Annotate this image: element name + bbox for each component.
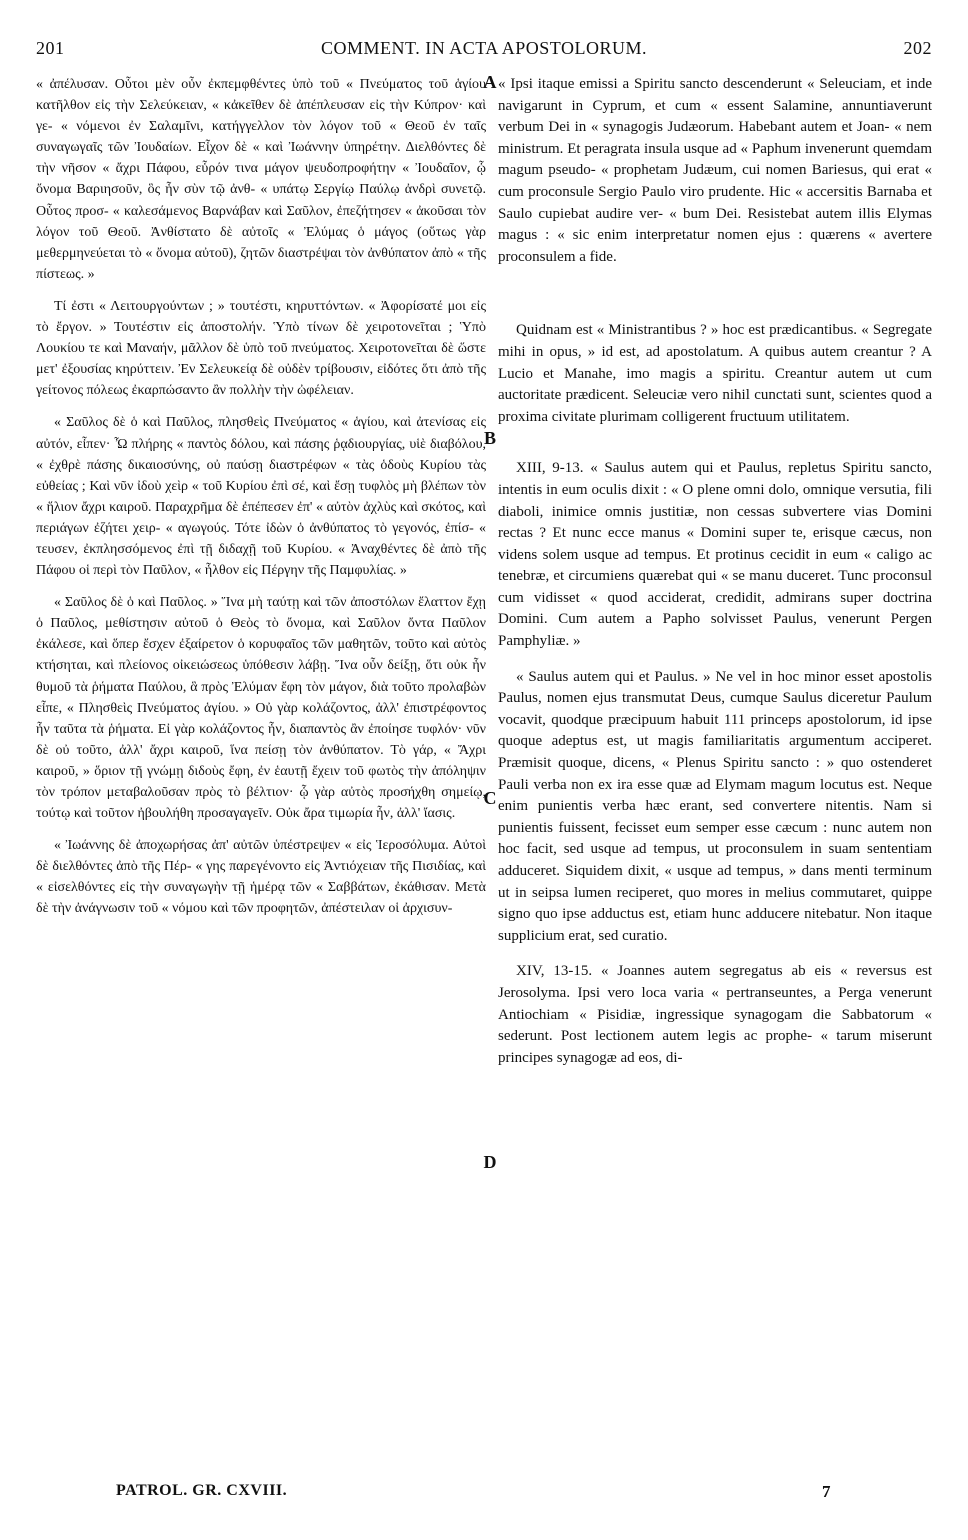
footer <box>36 1482 932 1506</box>
greek-paragraph-4: « Σαῦλος δὲ ὁ καὶ Παῦλος. » Ἵνα μὴ ταύτῃ καὶ τῶν ἀποστόλων ἔλαττον ἔχῃ ὁ Παῦλος, μεθίστησιν αὐτοῦ ὁ Θεὸς τὸ ὄνομα, καὶ Σαῦλον ὄντα Παῦλον ἐκάλεσε, καὶ ὅπερ ἔσχεν ἐξαίρετον ὁ κορυφαῖος τῶν μαθητῶν, τοῦτο καὶ αὐτὸς κτήσηται, καὶ πλείονος οἰκειώσεως ὑπόθεσιν λάβῃ. Ἵνα οὖν δείξῃ, ὅτι οὐκ ἦν θυμοῦ τὰ ῥήματα Παύλου, ἃ πρὸς Ἐλύμαν ἔφη τὸν μάγον, διὰ τοῦτο προλαβὼν εἶπε, « Πλησθεὶς Πνεύματος ἁγίου. » Οὐ γὰρ κολάζοντος, ἀλλ' ἐπιστρέφοντος ἦν ταῦτα τὰ ῥήματα. Εἰ γὰρ κολάζοντος ἦν, διαπαντὸς ἂν ἐποίησε τυφλόν· νῦν δὲ οὐ τοῦτο, ἀλλ' ἄχρι καιροῦ, ἵνα πείσῃ τὸν ἀνθύπατον. Τὸ γάρ, « Ἄχρι καιροῦ, » ὅριον τῇ γνώμῃ διδοὺς ἔφη, ἐν ἑαυτῇ ἔχειν τοῦ φωτὸς τὴν ἀπόληψιν τὸν τρόπον μεταβαλοῦσαν πρὸς τὸ βέλτιον· ᾧ γὰρ αὐτὸς προσήχθη σημείῳ, τούτῳ καὶ τοῦτον ἠβουλήθη προσαγαγεῖν. Οὐκ ἄρα τιμωρία ἦν, ἀλλ' ἴασις. <box>36 595 486 822</box>
greek-paragraph-3: « Σαῦλος δὲ ὁ καὶ Παῦλος, πλησθεὶς Πνεύματος « ἁγίου, καὶ ἀτενίσας εἰς αὐτόν, εἶπεν· Ὦ πλήρης « παντὸς δόλου, καὶ πάσης ῥᾳδιουργίας, υἱὲ διαβόλου, « ἐχθρὲ πάσης δικαιοσύνης, οὐ παύσῃ διαστρέφων « τὰς ὁδοὺς Κυρίου τὰς εὐθείας ; Καὶ νῦν ἰδοὺ χεὶρ « τοῦ Κυρίου ἐπὶ σέ, καὶ ἔσῃ τυφλὸς μὴ βλέπων τὸν « ἥλιον ἄχρι καιροῦ. Παραχρῆμα δὲ ἐπέπεσεν ἐπ' « αὐτὸν ἀχλὺς καὶ σκότος, καὶ περιάγων ἐζήτει χειρ- « αγωγούς. Τότε ἰδὼν ὁ ἀνθύπατος τὸ γεγονός, ἐπίσ- « τευσεν, ἐκπλησσόμενος ἐπὶ τῇ διδαχῇ τοῦ Κυρίου. « Ἀναχθέντες δὲ ἀπὸ τῆς Πάφου οἱ περὶ τὸν Παῦλον, « ἦλθον εἰς Πέργην τῆς Παμφυλίας. » <box>36 415 486 579</box>
right-page-number: 202 <box>903 38 932 58</box>
greek-column <box>36 74 486 920</box>
latin-paragraph-1: « Ipsi itaque emissi a Spiritu sancto descenderunt « Seleuciam, et inde navigarunt in Cyprum, et cum « essent Salamine, annuntiaverunt verbum Dei in « synagogis Judæorum. Habebant autem et Joan- « nem ministrum. Et peragrata insula usque ad « Paphum invenerunt quemdam magum pseudo- « prophetam Judæum, cui nomen Bariesus, qui erat « cum proconsule Sergio Paulo viro prudente. Hic « accersitis Barnaba et Saulo cupiebat audire ver- « bum Dei. Resistebat autem illis Elymas magus : « sic enim interpretatur nomen ejus : quærens « avertere proconsulem a fide. <box>498 76 932 265</box>
margin-marker-a: A <box>483 72 497 92</box>
left-page-number: 201 <box>36 38 65 58</box>
running-header <box>36 38 932 64</box>
greek-paragraph-5: « Ἰωάννης δὲ ἀποχωρήσας ἀπ' αὐτῶν ὑπέστρεψεν « εἰς Ἱεροσόλυμα. Αὐτοὶ δὲ διελθόντες ἀπὸ τῆς Πέρ- « γης παρεγένοντο εἰς Ἀντιόχειαν τῆς Πισιδίας, καὶ « εἰσελθόντες εἰς τὴν συναγωγὴν τῇ ἡμέρᾳ τῶν « Σαββάτων, ἐκάθισαν. Μετὰ δὲ τὴν ἀνάγνωσιν τοῦ « νόμου καὶ τῶν προφητῶν, ἀπέστειλαν οἱ ἀρχισυν- <box>36 838 486 917</box>
signature-mark: 7 <box>822 1482 831 1501</box>
margin-marker-b: B <box>483 428 496 448</box>
latin-column <box>498 74 932 1069</box>
latin-paragraph-2: Quidnam est « Ministrantibus ? » hoc est prædicantibus. « Segregate mihi in opus, » id est, ad apostolatum. A quibus autem creantur ? A Lucio et Manahe, imo magis a spiritu. Creantur autem ut cum auctoritate prædicent. Seleuciæ vero nihil cunctati sunt, scientes quod a proxima civitate plurimam colligerent fructuum utilitatem. <box>498 322 932 425</box>
greek-paragraph-1: « ἀπέλυσαν. Οὗτοι μὲν οὖν ἐκπεμφθέντες ὑπὸ τοῦ « Πνεύματος τοῦ ἁγίου κατῆλθον εἰς τὴν Σελεύκειαν, « κἀκεῖθεν δὲ ἀπέπλευσαν εἰς τὴν Κύπρον· καὶ γε- « νόμενοι ἐν Σαλαμῖνι, κατήγγελλον τὸν λόγον τοῦ « Θεοῦ ἐν ταῖς συναγωγαῖς τῶν Ἰουδαίων. Εἶχον δὲ « καὶ Ἰωάννην ὑπηρέτην. Διελθόντες δὲ τὴν νῆσον « ἄχρι Πάφου, εὗρόν τινα μάγον ψευδοπροφήτην « Ἰουδαῖον, ᾧ ὄνομα Βαριησοῦν, ὃς ἦν σὺν τῷ ἀνθ- « υπάτῳ Σεργίῳ Παύλῳ ἀνδρὶ συνετῷ. Οὗτος προσ- « καλεσάμενος Βαρνάβαν καὶ Σαῦλον, ἐπεζήτησεν « ἀκοῦσαι τὸν λόγον τοῦ Θεοῦ. Ἀνθίστατο δὲ αὐτοῖς « Ἐλύμας ὁ μάγος (οὕτως γὰρ μεθερμηνεύεται τὸ « ὄνομα αὐτοῦ), ζητῶν διαστρέψαι τὸν ἀνθύπατον ἀπὸ « τῆς πίστεως. » <box>36 77 486 282</box>
latin-paragraph-4: « Saulus autem qui et Paulus. » Ne vel in hoc minor esset apostolis Paulus, nomen ejus transmutat Deus, cumque Saulus diceretur Paulum vocavit, quodque præcipuum habuit 111 princeps apostolorum, id ipse quoque adeptus est, ut magis familiaritatis argumentum acciperet. Præmisit quoque, dicens, « Plenus Spiritu sancto : » quo ostenderet Pauli verba non ex ira esse quæ ad Elymam magum locutus est. Neque enim punientis verba hæc erant, sed convertere nitentis. Nam si punientis fuissent, fecisset eum semper esse cæcum : nunc autem non hoc facit, sed usque ad tempus, ut proconsulem in suam sententiam adduceret. Siquidem dixit, « usque ad tempus, » dans menti terminum ut in seipsa lumen reciperet, quo mores in melius commutaret, quippe signo quo ipse adductus est, etiam hunc adducere nitebatur. Non itaque supplicium erat, sed curatio. <box>498 668 932 944</box>
series-line: PATROL. GR. CXVIII. <box>116 1482 288 1499</box>
latin-paragraph-5: XIV, 13-15. « Joannes autem segregatus ab eis « reversus est Jerosolyma. Ipsi vero loca varia « pertranseuntes, a Perga venerunt Antiochiam « Pisidiæ, ingressique synagogam die Sabbatorum « sederunt. Post lectionem autem legis ac prophe- « tarum miserunt principes synagogæ ad eos, di- <box>498 963 932 1066</box>
running-title: COMMENT. IN ACTA APOSTOLORUM. <box>321 38 647 58</box>
latin-paragraph-3: XIII, 9-13. « Saulus autem qui et Paulus, repletus Spiritu sancto, intentis in eum oculis dixit : « O plene omni dolo, omnique versutia, fili diaboli, inimice omnis justitiæ, non cessas subvertere vias Domini rectas ? Et nunc ecce manus « Domini super te, erisque cæcus, non videns solem usque ad tempus. Et protinus cecidit in eum « caligo ac tenebræ, et circumiens quærebat qui « se manu duceret. Tunc proconsul cum vidisset « quod acciderat, credidit, admirans super doctrina Domini. Cum autem a Papho solvisset Paulus, venerunt Pergen Pamphyliæ. » <box>498 460 932 650</box>
greek-paragraph-2: Τί ἐστι « Λειτουργούντων ; » τουτέστι, κηρυττόντων. « Ἀφορίσατέ μοι εἰς τὸ ἔργον. » Τουτέστιν εἰς ἀποστολήν. Ὑπὸ τίνων δὲ χειροτονεῖται ; Ὑπὸ Λουκίου τε καὶ Μαναήν, μᾶλλον δὲ ὑπὸ τοῦ πνεύματος. Χειροτονεῖται δὲ ὥστε μετ' ἐξουσίας κηρύττειν. Ἐν Σελευκείᾳ δὲ οὐδὲν τρίβουσιν, εἰδότες ὅτι ἀπὸ τῆς γείτονος πόλεως ἐκαρπώσαντο ἂν πολλὴν τὴν ὠφέλειαν. <box>36 298 486 399</box>
margin-marker-d: D <box>483 1152 497 1172</box>
margin-marker-c: C <box>483 788 497 808</box>
